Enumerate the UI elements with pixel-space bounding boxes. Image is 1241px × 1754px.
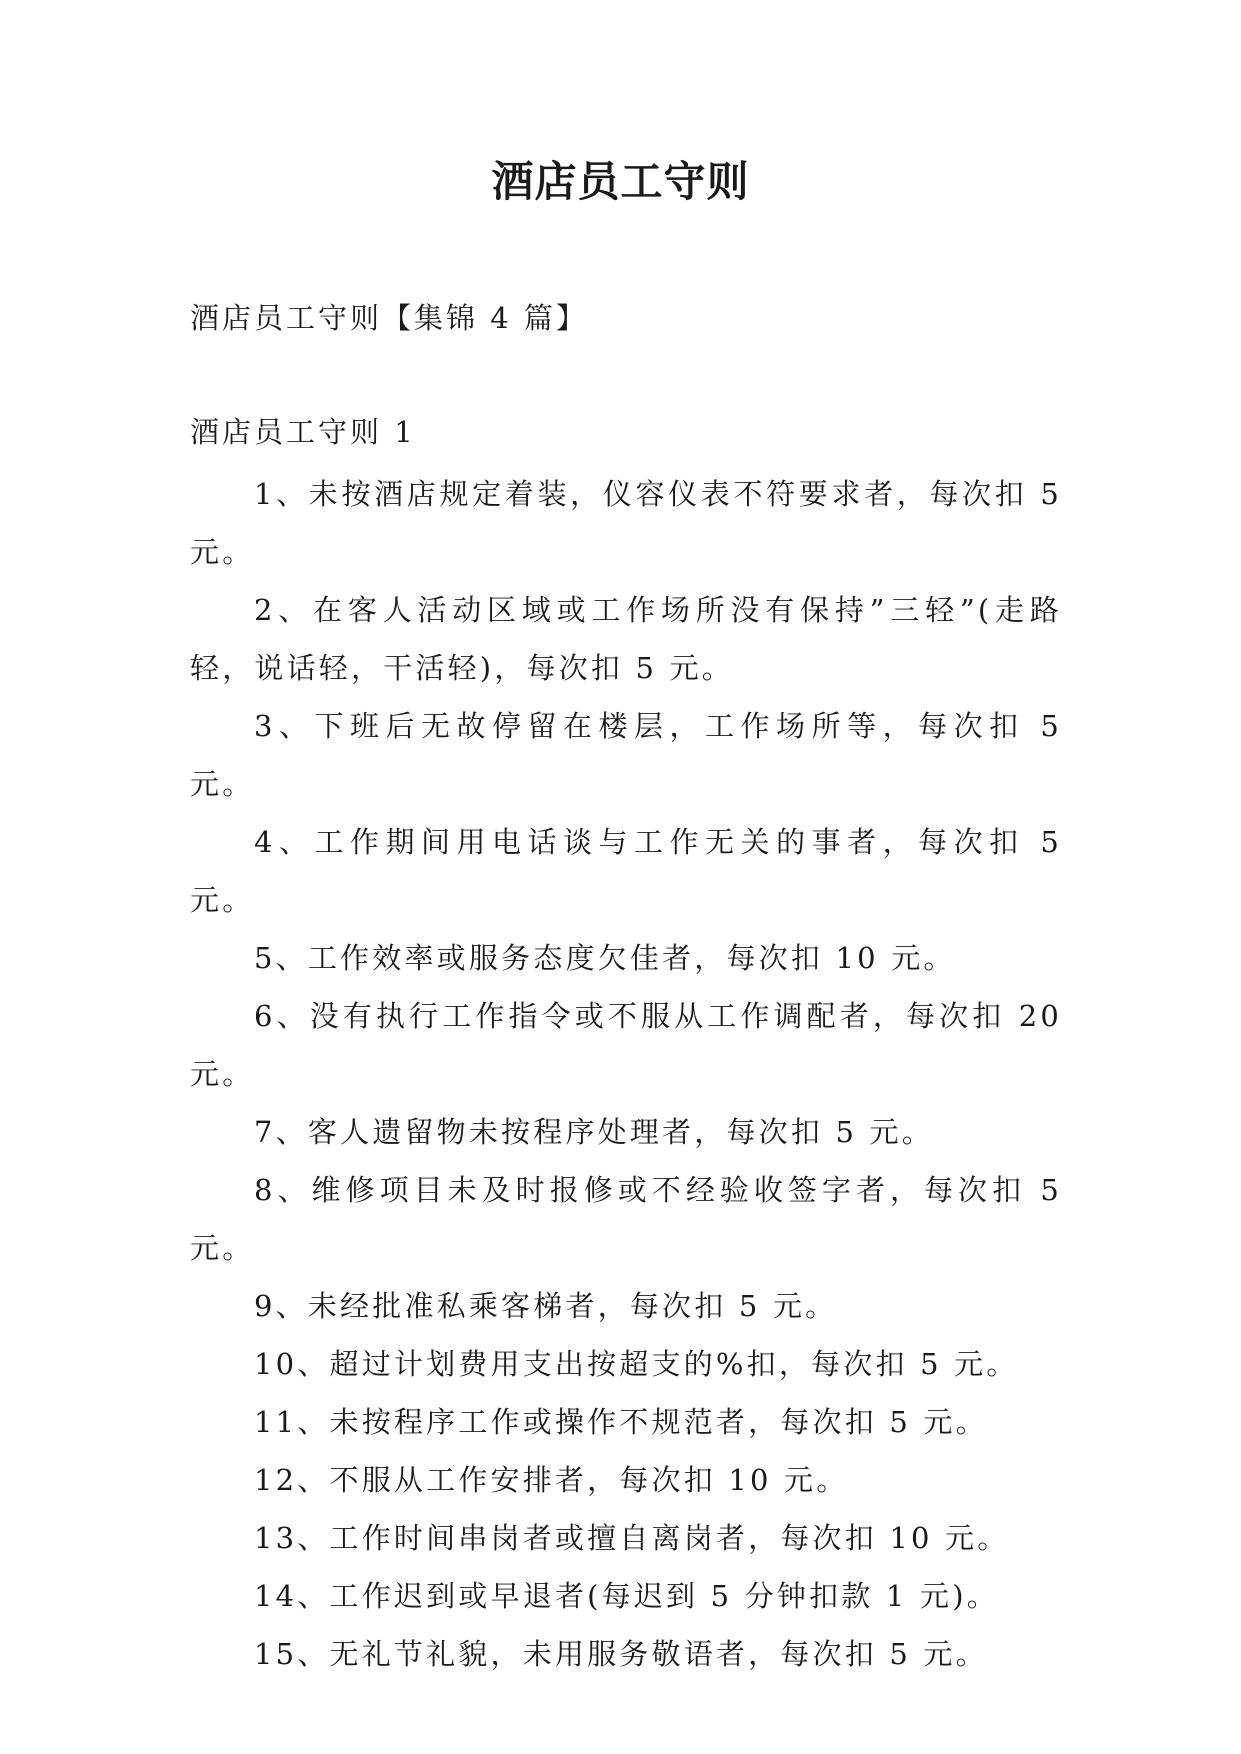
- rule-item: 13、工作时间串岗者或擅自离岗者，每次扣 10 元。: [254, 1521, 1010, 1555]
- document-subtitle: 酒店员工守则【集锦 4 篇】: [190, 301, 588, 335]
- rule-item: 4、工作期间用电话谈与工作无关的事者，每次扣 5 元。: [190, 825, 1062, 917]
- rule-item: 7、客人遗留物未按程序处理者，每次扣 5 元。: [254, 1115, 934, 1149]
- rule-item: 6、没有执行工作指令或不服从工作调配者，每次扣 20 元。: [190, 999, 1062, 1091]
- rule-item: 8、维修项目未及时报修或不经验收签字者，每次扣 5 元。: [190, 1173, 1062, 1265]
- rule-item: 14、工作迟到或早退者(每迟到 5 分钟扣款 1 元)。: [254, 1579, 999, 1613]
- rule-item: 11、未按程序工作或操作不规范者，每次扣 5 元。: [254, 1405, 988, 1439]
- rule-item: 10、超过计划费用支出按超支的%扣，每次扣 5 元。: [254, 1347, 1019, 1381]
- rule-item: 9、未经批准私乘客梯者，每次扣 5 元。: [254, 1289, 838, 1323]
- rule-item: 15、无礼节礼貌，未用服务敬语者，每次扣 5 元。: [254, 1637, 988, 1671]
- rule-item: 5、工作效率或服务态度欠佳者，每次扣 10 元。: [254, 941, 956, 975]
- rules-list: [190, 465, 1062, 1683]
- rule-item: 2、在客人活动区域或工作场所没有保持”三轻”(走路轻，说话轻，干活轻)，每次扣 5 元。: [190, 593, 1062, 685]
- rule-item: 3、下班后无故停留在楼层，工作场所等，每次扣 5 元。: [190, 709, 1062, 801]
- rule-item: 1、未按酒店规定着装，仪容仪表不符要求者，每次扣 5 元。: [190, 477, 1062, 569]
- section-heading: 酒店员工守则 1: [190, 415, 416, 449]
- rule-item: 12、不服从工作安排者，每次扣 10 元。: [254, 1463, 849, 1497]
- document-title: 酒店员工守则: [491, 157, 750, 206]
